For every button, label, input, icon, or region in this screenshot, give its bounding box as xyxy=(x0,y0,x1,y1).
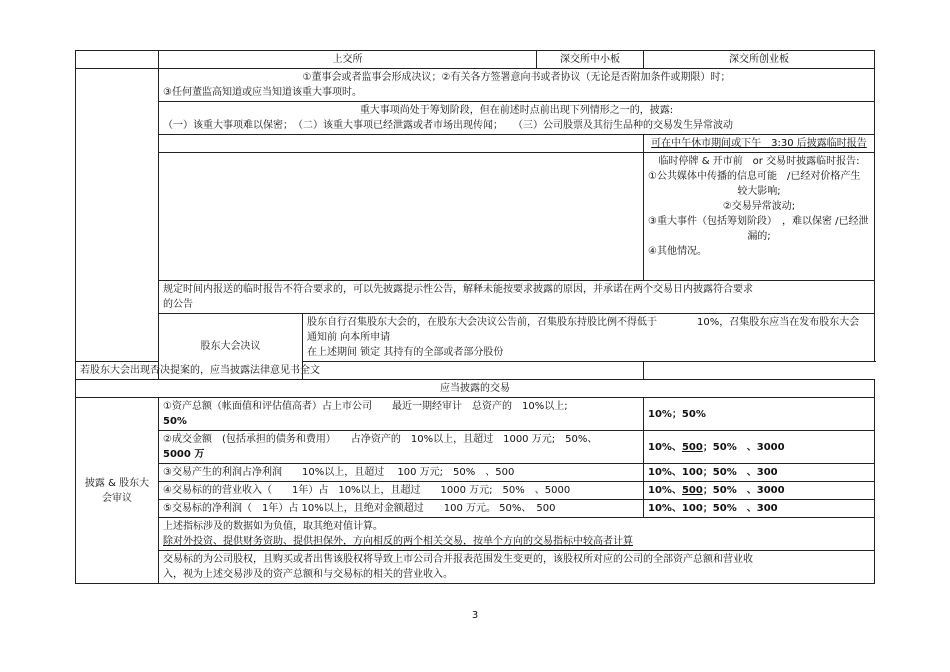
trade-r3: ③交易产生的利润占净利润 10%以上，且超过 100 万元; 50% 、500 xyxy=(159,464,644,482)
sse-sme-empty-body xyxy=(159,153,644,281)
trade-note3b: 入，视为上述交易涉及的资产总额和与交易标的相关的营业收入。 xyxy=(163,569,453,580)
trade-r2b: 5000 万 xyxy=(163,449,205,460)
header-szse-chinext: 深交所创业板 xyxy=(644,51,875,69)
suspension-item1: ①公共媒体中传播的信息可能 /已经对价格产生 xyxy=(648,171,861,182)
trade-note1: 上述指标涉及的数据如为负值，取其绝对值计算。 xyxy=(163,521,383,532)
trade-r2 xyxy=(159,431,644,464)
timing-line2: ③任何董监高知道或应当知道该重大事项时。 xyxy=(163,87,362,98)
trade-r4c: 10%、500；50% 、3000 xyxy=(644,482,875,500)
trade-r1a: ①资产总额（帐面值和评估值高者）占上市公司 最近一期经审计 总资产的 10%以上; xyxy=(163,401,568,412)
suspension-item3b: 漏的; xyxy=(747,231,771,242)
trade-label-line1: 披露 & 股东大 xyxy=(84,477,150,489)
planning-line1: 重大事项尚处于筹划阶段，但在前述时点前出现下列情形之一的，披露: xyxy=(359,105,674,116)
trade-r4: ④交易标的的营业收入（ 1年）占 10%以上，且超过 1000 万元; 50% 、5000 xyxy=(159,482,644,500)
trade-note3a: 交易标的为公司股权，且购买或者出售该股权将导致上市公司合并报表范围发生变更的，该股权所对应的公司的全部资产总额和营业收 xyxy=(163,554,753,565)
trade-label xyxy=(76,398,159,584)
planning-stage-cell xyxy=(159,102,875,135)
trade-title: 应当披露的交易 xyxy=(76,380,875,398)
page-number: 3 xyxy=(471,610,479,621)
trade-r2a: ②成交金额 (包括承担的债务和费用） 占净资产的 10%以上，且超过 1000 万元; 50%、 xyxy=(163,434,598,445)
trade-note3 xyxy=(159,551,875,584)
disclosure-table xyxy=(75,50,875,584)
meeting-row1 xyxy=(303,314,875,362)
suspension-line1: 临时停牌 & 开市前 or 交易时披露临时报告: xyxy=(658,156,860,167)
trade-notes xyxy=(159,518,875,551)
trade-r1b: 50% xyxy=(163,416,187,427)
meeting-row1b: 在上述期间 锁定 其持有的全部或者部分股份 xyxy=(307,347,504,358)
trade-r5: ⑤交易标的净利润（ 1年）占 10%以上，且绝对金额超过 100 万元。 50%、 500 xyxy=(159,500,644,518)
timing-line1: ①董事会或者监事会形成决议；②有关各方签署意向书或者协议（无论是否附加条件或期限）时； xyxy=(302,72,731,83)
row-label-empty xyxy=(76,69,159,362)
trade-r3c: 10%、100；50% 、300 xyxy=(644,464,875,482)
header-empty xyxy=(76,51,159,69)
header-szse-sme: 深交所中小板 xyxy=(537,51,644,69)
planning-line2: （一）该重大事项难以保密； （二）该重大事项已经泄露或者市场出现传闻； （三）公司股票及其衍生品种的交易发生异常波动 xyxy=(163,120,733,131)
trade-r1c: 10%；50% xyxy=(644,398,875,431)
trade-label-line2: 会审议 xyxy=(102,492,132,504)
provisional-line2: 的公告 xyxy=(163,299,193,310)
meeting-row1a: 股东自行召集股东大会的，在股东大会决议公告前，召集股东持股比例不得低于 10%，召集股东应当在发布股东大会 通知前 向本所申请 xyxy=(307,317,873,343)
trade-r5c: 10%、100；50% 、300 xyxy=(644,500,875,518)
trade-r2c: 10%、500；50% 、3000 xyxy=(644,431,875,464)
disclosure-timing-cell xyxy=(159,69,875,102)
suspension-item4: ④其他情况。 xyxy=(648,246,707,257)
suspension-item1b: 较大影响; xyxy=(737,186,781,197)
suspension-item3: ③重大事件（包括筹划阶段） ，难以保密 /已经泄 xyxy=(648,216,869,227)
sse-sme-empty-cell xyxy=(159,135,644,153)
trade-r1 xyxy=(159,398,644,431)
meeting-row2: 若股东大会出现否决提案的，应当披露法律意见书全文 xyxy=(76,362,644,380)
chinext-suspension-cell xyxy=(644,153,875,281)
header-sse: 上交所 xyxy=(159,51,537,69)
provisional-line1: 规定时间内报送的临时报告不符合要求的，可以先披露提示性公告，解释未能按要求披露的原因，并承诺在两个交易日内披露符合要求 xyxy=(163,284,753,295)
chinext-timing-title: 可在中午休市期间或下午 3:30 后披露临时报告 xyxy=(644,135,875,153)
provisional-notice-cell xyxy=(159,281,875,314)
meeting-label: 股东大会决议 xyxy=(159,314,303,380)
suspension-item2: ②交易异常波动; xyxy=(722,201,796,212)
trade-note2: 除对外投资、提供财务资助、提供担保外，方向相反的两个相关交易，按单个方向的交易指标中较高者计算 xyxy=(163,536,633,547)
